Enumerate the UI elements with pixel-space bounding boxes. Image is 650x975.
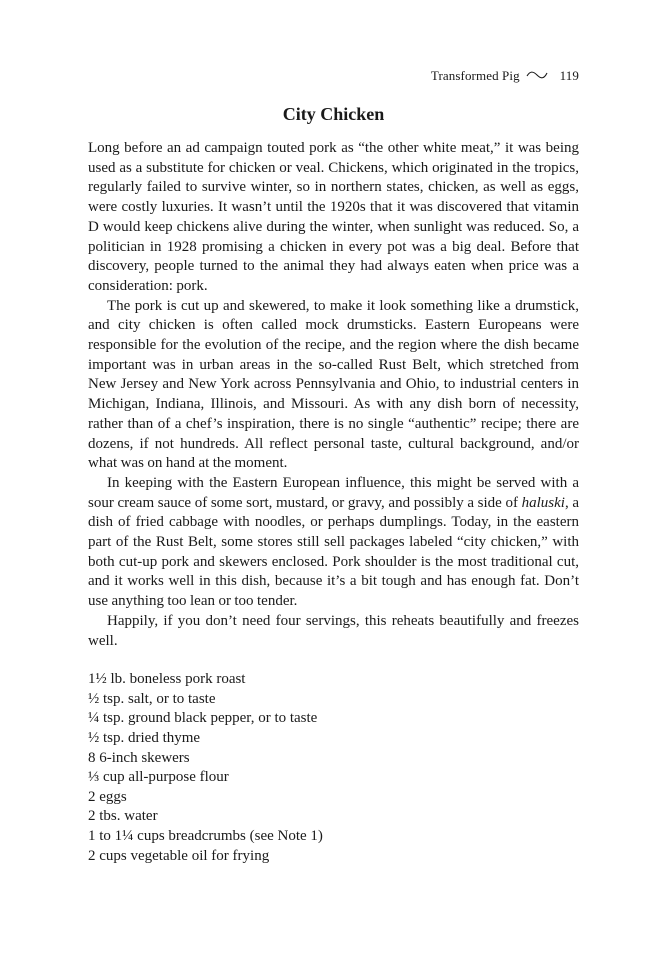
recipe-title: City Chicken <box>282 104 385 124</box>
swash-ornament-icon <box>526 67 548 83</box>
ingredient-item: 2 tbs. water <box>88 808 158 825</box>
ingredient-list <box>88 670 579 866</box>
ingredient-item: 2 cups vegetable oil for frying <box>88 847 270 864</box>
recipe-introduction <box>88 139 579 651</box>
running-head-title: Transformed Pig <box>430 68 520 83</box>
intro-paragraph: Long before an ad campaign touted pork as “the other white meat,” it was being used as a substitute for chicken or veal. Chickens, which originated in the tropics, regularly failed to survive winter, so in northern states, chicken, as well as eggs, were costly luxuries. It wasn’t until the 1920s that it was discovered that vitamin D would keep chickens alive during the winter, when sunlight was reduced. So, a politician in 1928 promising a chicken in every pot was a big deal. Before that discovery, people turned to the animal they had always eaten when price was a consideration: pork. <box>88 140 579 294</box>
intro-paragraph: Happily, if you don’t need four servings, this reheats beautifully and freezes well. <box>88 612 579 649</box>
intro-paragraph: The pork is cut up and skewered, to make it look something like a drumstick, and city chicken is often called mock drumsticks. Eastern Europeans were responsible for the evolution of the recipe, and the region where the dish became important was in urban areas in the so-called Rust Belt, which stretched from New Jersey and New York across Pennsylvania and Ohio, to industrial centers in Michigan, Indiana, Illinois, and Missouri. As with any dish born of necessity, rather than of a chef’s inspiration, there is no single “authentic” recipe; there are dozens, if not hundreds. All reflect personal taste, cultural background, and/or what was on hand at the moment. <box>88 297 579 472</box>
ingredient-item: ½ tsp. dried thyme <box>88 730 201 747</box>
ingredient-item: 2 eggs <box>88 788 127 805</box>
italic-term: haluski <box>521 494 565 511</box>
ingredient-item: 1½ lb. boneless pork roast <box>88 671 246 688</box>
ingredient-item: 8 6-inch skewers <box>88 749 190 766</box>
page-number: 119 <box>559 68 579 83</box>
book-page <box>88 68 579 866</box>
ingredient-item: ½ tsp. salt, or to taste <box>88 690 216 707</box>
paragraph-text: In keeping with the Eastern European influence, this might be served with a sour cream sauce of some sort, mustard, or gravy, and possibly a side of <box>88 474 579 511</box>
ingredient-item: ¼ tsp. ground black pepper, or to taste <box>88 710 318 727</box>
paragraph-text: , a dish of fried cabbage with noodles, or perhaps dumplings. Today, in the eastern part of the Rust Belt, some stores still sell packages labeled “city chicken,” with both cut-up pork and skewers enclosed. Pork shoulder is the most traditional cut, and it works well in this dish, because it’s a bit tough and has enough fat. Don’t use anything too lean or too tender. <box>88 494 579 610</box>
ingredient-item: ⅓ cup all-purpose flour <box>88 769 229 786</box>
intro-paragraph <box>88 474 579 612</box>
running-head <box>88 68 579 84</box>
ingredient-item: 1 to 1¼ cups breadcrumbs (see Note 1) <box>88 828 323 845</box>
